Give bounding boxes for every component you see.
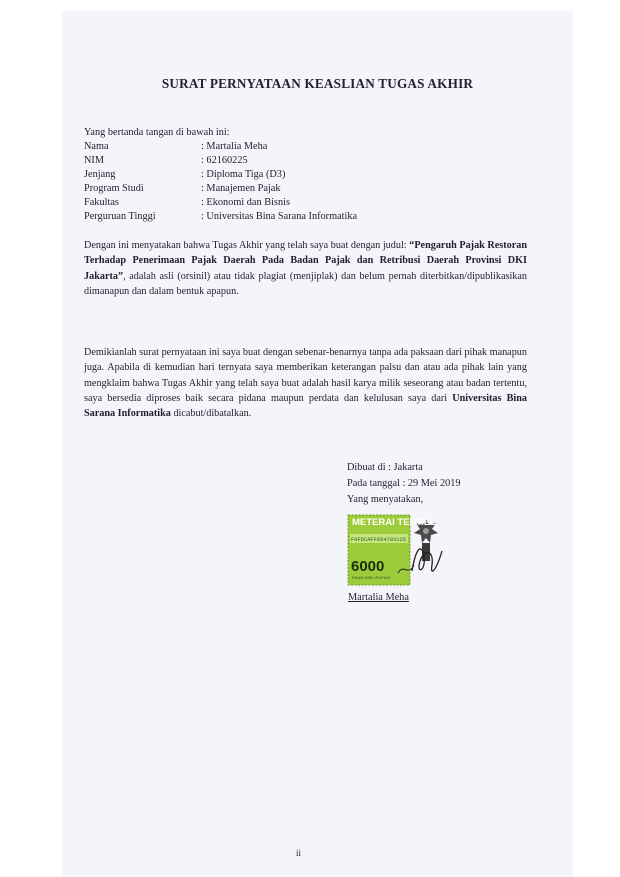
field-label: Jenjang [84,169,116,180]
page-number: ii [296,848,302,858]
declaration-lead: Dengan ini menyatakan bahwa Tugas Akhir yang telah saya buat dengan judul: [84,240,407,251]
field-label: Nama [84,141,109,152]
field-value: : Ekonomi dan Bisnis [201,197,290,208]
stamp-title: METERAI TEMPEL [352,517,436,528]
field-row-program-studi [84,183,281,194]
field-value: : 62160225 [201,155,248,166]
page-title: SURAT PERNYATAAN KEASLIAN TUGAS AKHIR [161,76,474,91]
statement-text: Demikianlah surat pernyataan ini saya buat dengan sebenar-benarnya tanpa ada paksaan dari pihak manapun juga. Apabila di kemudian hari ternyata saya memberikan keterangan palsu dan atau ada pihak lain yang mengklaim bahwa Tugas Akhir yang telah saya buat adalah hasil karya milik seseorang atau badan tertentu, saya bersedia diproses baik secara pidana maupun perdata dan kelulusan saya dari [84,347,527,404]
field-value: : Diploma Tiga (D3) [201,169,286,180]
field-row-fakultas [84,197,290,208]
field-label: Fakultas [84,197,119,208]
field-row-nama [84,141,267,152]
thesis-title: “Pengaruh Pajak Restoran Terhadap Penerimaan Pajak Daerah Pada Badan Pajak dan Retribusi Daerah Provinsi DKI Jakarta” [84,240,528,282]
field-row-jenjang [84,169,285,180]
signature-closing: Yang menyatakan, [347,494,424,505]
field-label: NIM [84,155,105,166]
field-label: Program Studi [84,183,144,194]
institution-name: Universitas Bina Sarana Informatika [84,392,528,420]
declaration-rest: , adalah asli (orsinil) atau tidak plagiat (menjiplak) dan belum pernah diterbitkan/dipublikasikan dimanapun dan dalam bentuk apapun. [84,270,527,297]
signer-name: Martalia Meha [348,592,409,603]
field-label: Perguruan Tinggi [84,211,156,222]
field-value: : Universitas Bina Sarana Informatika [201,211,358,222]
field-row-nim [84,155,248,166]
field-value: : Manajemen Pajak [201,183,281,194]
stamp-subtext: ENAM RIBU RUPIAH [352,575,391,580]
declaration-paragraph [84,238,527,299]
meterai-stamp [346,513,444,587]
stamp-serial: F0FDCAFF854783125 [351,537,406,543]
stamp-graphic [346,513,444,587]
signature-date: Pada tanggal : 29 Mei 2019 [347,478,461,489]
field-row-perguruan-tinggi [84,211,357,222]
intro-text: Yang bertanda tangan di bawah ini: [84,127,230,138]
signature-place: Dibuat di : Jakarta [347,462,423,473]
statement-paragraph [84,345,527,421]
stamp-value: 6000 [351,558,385,575]
field-value: : Martalia Meha [201,141,268,152]
statement-end: dicabut/dibatalkan. [170,408,252,420]
